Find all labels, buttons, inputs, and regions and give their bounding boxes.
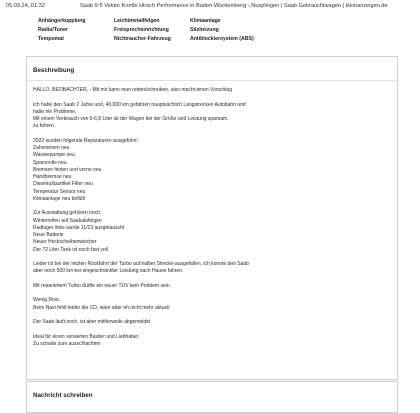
feature-list bbox=[38, 18, 280, 43]
message-card bbox=[26, 381, 398, 413]
feature-item: Leichtmetallfelgen bbox=[114, 18, 160, 24]
divider bbox=[27, 80, 397, 81]
description-line: Zahnriemen neu bbox=[33, 145, 70, 151]
description-line: Leider ist bei der letzten Rückfahrt der Turbo auf halber Strecke ausgefallen, ich konnte den Saab bbox=[33, 261, 249, 267]
description-line: aber noch 500 km bei eingeschränkter Leistung nach Hause fahren. bbox=[33, 268, 184, 275]
description-line: Neuer Heckscheibenwischer bbox=[33, 239, 97, 246]
feature-item: Klimaanlage bbox=[190, 18, 221, 24]
description-line: Ideal für einen versierten Bastler und Liebhaber. bbox=[33, 333, 140, 340]
message-heading: Nachricht schreiben bbox=[33, 392, 93, 399]
paragraph-gap bbox=[33, 276, 388, 283]
description-line: Dieselrußpartikel Filter neu bbox=[33, 181, 93, 188]
paragraph-gap bbox=[33, 94, 388, 101]
description-line: Der 72 Liter Tank ist noch fast voll bbox=[33, 246, 108, 253]
paragraph-gap bbox=[33, 131, 388, 138]
feature-item: Sitzheizung bbox=[190, 26, 219, 33]
description-line: hatte nie Probleme. bbox=[33, 108, 77, 115]
feature-item: Freisprecheinrichtung bbox=[114, 26, 169, 33]
description-line: Mit einem Verbrauch von 6-6,8 Liter ist der Wagen bei der Größe und Leistung sparsam. bbox=[33, 116, 229, 122]
description-line: Bremsen hinten und vorne neu bbox=[33, 166, 102, 173]
paragraph-gap bbox=[33, 203, 388, 210]
feature-item: Tempomat bbox=[38, 35, 64, 42]
description-line: Radlager links wurde 11/23 ausgetauscht bbox=[33, 224, 125, 231]
description-line: Der Saab läuft noch, ist aber mittlerweile abgemeldet bbox=[33, 319, 151, 325]
description-line: Klimaanlage neu befüllt bbox=[33, 195, 85, 202]
print-page-title: Saab 9-5 Vektor Kombi Hirsch Performance in Baden-Württemberg - Nusplingen | Saab Gebrauchtwagen | kleinanzeigen.de bbox=[80, 3, 388, 9]
description-line: Ich habe den Saab 2 Jahre und, 40.000 km gefahren hauptsächlich Langstrecken Autobahn und bbox=[33, 101, 246, 108]
description-line: Zu schade zum ausschlachten bbox=[33, 340, 101, 347]
description-line: Wenig Rost, bbox=[33, 297, 61, 304]
description-text bbox=[33, 87, 388, 348]
print-date: 05.09.24, 01:32 bbox=[6, 3, 45, 9]
description-line: Winterreifen auf Saabalufelgen bbox=[33, 217, 102, 224]
paragraph-gap bbox=[33, 254, 388, 261]
description-line: Temperatur Sensor neu bbox=[33, 188, 86, 195]
description-line: zu fahren. bbox=[33, 123, 56, 130]
feature-item: Anhängerkupplung bbox=[38, 18, 86, 24]
feature-item: Nichtraucher-Fahrzeug bbox=[114, 35, 171, 42]
description-line: Neue Batterie bbox=[33, 232, 64, 238]
description-line: 2022 wurden folgende Reparaturen ausgeführt: bbox=[33, 137, 139, 144]
print-header bbox=[0, 0, 420, 12]
feature-item: Antiblockiersystem (ABS) bbox=[190, 35, 254, 42]
description-heading: Beschreibung bbox=[33, 67, 75, 74]
description-line: Wasserpumpe neu bbox=[33, 152, 75, 159]
description-line: Beim Navi fehlt leider die CD, wäre aber eh nicht mehr aktuell bbox=[33, 304, 170, 311]
description-line: Mit repariertem Turbo dürfte ein neuer TÜV kein Problem sein. bbox=[33, 282, 172, 289]
paragraph-gap bbox=[33, 326, 388, 333]
description-card bbox=[26, 56, 398, 380]
paragraph-gap bbox=[33, 290, 388, 297]
description-line: Spannrolle neu bbox=[33, 159, 67, 166]
feature-item: Radio/Tuner bbox=[38, 26, 68, 33]
paragraph-gap bbox=[33, 312, 388, 319]
description-line: Handbremse neu bbox=[33, 174, 72, 180]
description-line: Zur Ausstattung gehören noch: bbox=[33, 210, 102, 217]
description-line: HALLO, BEOBACHTER, - Mit mir kann man reden/schreiben, also macht einen Vorschlag bbox=[33, 87, 232, 93]
